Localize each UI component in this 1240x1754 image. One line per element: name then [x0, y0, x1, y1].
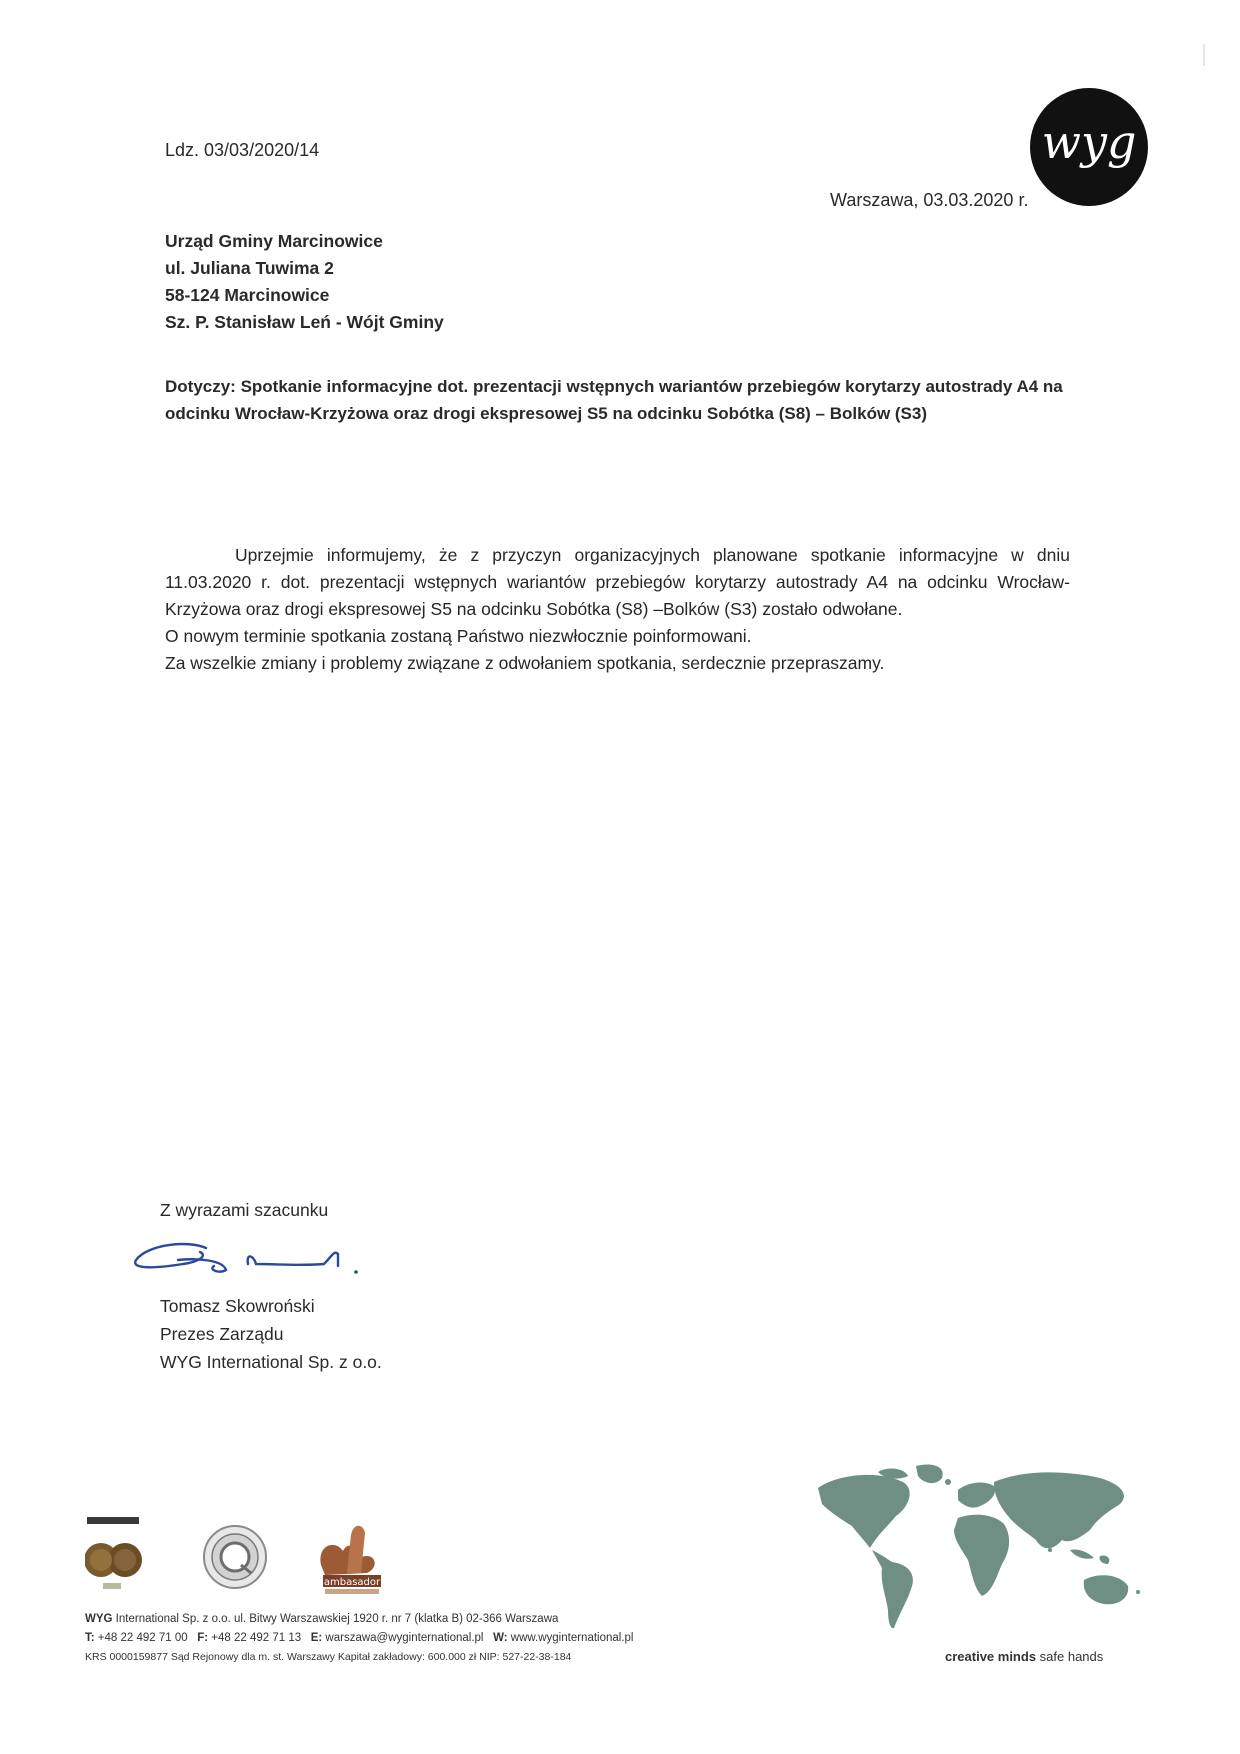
scan-edge-mark — [1203, 44, 1205, 66]
logo-text: wyg — [1041, 115, 1137, 169]
footer-company-bold: WYG — [85, 1613, 113, 1625]
world-map-graphic — [808, 1460, 1148, 1640]
reference-number: Ldz. 03/03/2020/14 — [165, 140, 320, 160]
ambasador-badge — [320, 1526, 381, 1594]
company-footer — [85, 1610, 633, 1667]
recipient-line: Urząd Gminy Marcinowice — [165, 231, 383, 251]
certificate-seal-badge — [204, 1526, 266, 1588]
closing-phrase: Z wyrazami szacunku — [160, 1200, 329, 1220]
tagline-rest: safe hands — [1036, 1649, 1104, 1664]
body-paragraph: Uprzejmie informujemy, że z przyczyn organizacyjnych planowane spotkanie informacyjne w dniu 11.03.2020 r. dot. prezentacji wstępnych wariantów przebiegów korytarzy autostrady A4 na odcinku Wrocław-Krzyżowa oraz drogi ekspresowej S5 na odcinku Sobótka (S8) –Bolków (S3) zostało odwołane. — [165, 545, 1070, 619]
footer-fax-label: F: — [197, 1632, 209, 1644]
tagline-bold: creative minds — [945, 1649, 1037, 1664]
svg-text:ambasador: ambasador — [323, 1577, 381, 1588]
gazele-biznesu-badge — [85, 1517, 142, 1589]
footer-registry-line: KRS 0000159877 Sąd Rejonowy dla m. st. Warszawy Kapitał zakładowy: 600.000 zł NIP: 527-22-38-184 — [85, 1651, 572, 1663]
letter-subject: Dotyczy: Spotkanie informacyjne dot. prezentacji wstępnych wariantów przebiegów korytarzy autostrady A4 na odcinku Wrocław-Krzyżowa oraz drogi ekspresowej S5 na odcinku Sobótka (S8) – Bolków (S3) — [165, 377, 1063, 423]
footer-address-line — [85, 1610, 633, 1629]
recipient-address — [165, 228, 444, 336]
footer-contact-line — [85, 1629, 633, 1648]
place-date: Warszawa, 03.03.2020 r. — [830, 190, 1029, 210]
wyg-logo-mark — [1030, 88, 1148, 206]
footer-fax: +48 22 492 71 13 — [208, 1632, 302, 1644]
recipient-line: 58-124 Marcinowice — [165, 285, 330, 305]
footer-web-label: W: — [493, 1632, 508, 1644]
footer-website: www.wyginternational.pl — [507, 1632, 634, 1644]
letter-body — [165, 542, 1070, 677]
signer-title: Prezes Zarządu — [160, 1324, 284, 1344]
signer-company: WYG International Sp. z o.o. — [160, 1352, 382, 1372]
wyg-logo — [1030, 88, 1148, 206]
footer-phone: +48 22 492 71 00 — [94, 1632, 188, 1644]
signer-block — [160, 1292, 382, 1376]
footer-email: warszawa@wyginternational.pl — [322, 1632, 484, 1644]
recipient-line: Sz. P. Stanisław Leń - Wójt Gminy — [165, 312, 444, 332]
award-badges — [85, 1515, 415, 1605]
body-line: O nowym terminie spotkania zostaną Państwo niezwłocznie poinformowani. — [165, 626, 752, 646]
handwritten-signature — [128, 1230, 388, 1290]
footer-phone-label: T: — [85, 1632, 95, 1644]
footer-email-label: E: — [310, 1632, 323, 1644]
footer-address-text: International Sp. z o.o. ul. Bitwy Warszawskiej 1920 r. nr 7 (klatka B) 02-366 Warszawa — [112, 1613, 559, 1625]
signer-name: Tomasz Skowroński — [160, 1296, 315, 1316]
company-tagline — [945, 1649, 1103, 1664]
recipient-line: ul. Juliana Tuwima 2 — [165, 258, 334, 278]
body-line: Za wszelkie zmiany i problemy związane z odwołaniem spotkania, serdecznie przepraszamy. — [165, 653, 885, 673]
